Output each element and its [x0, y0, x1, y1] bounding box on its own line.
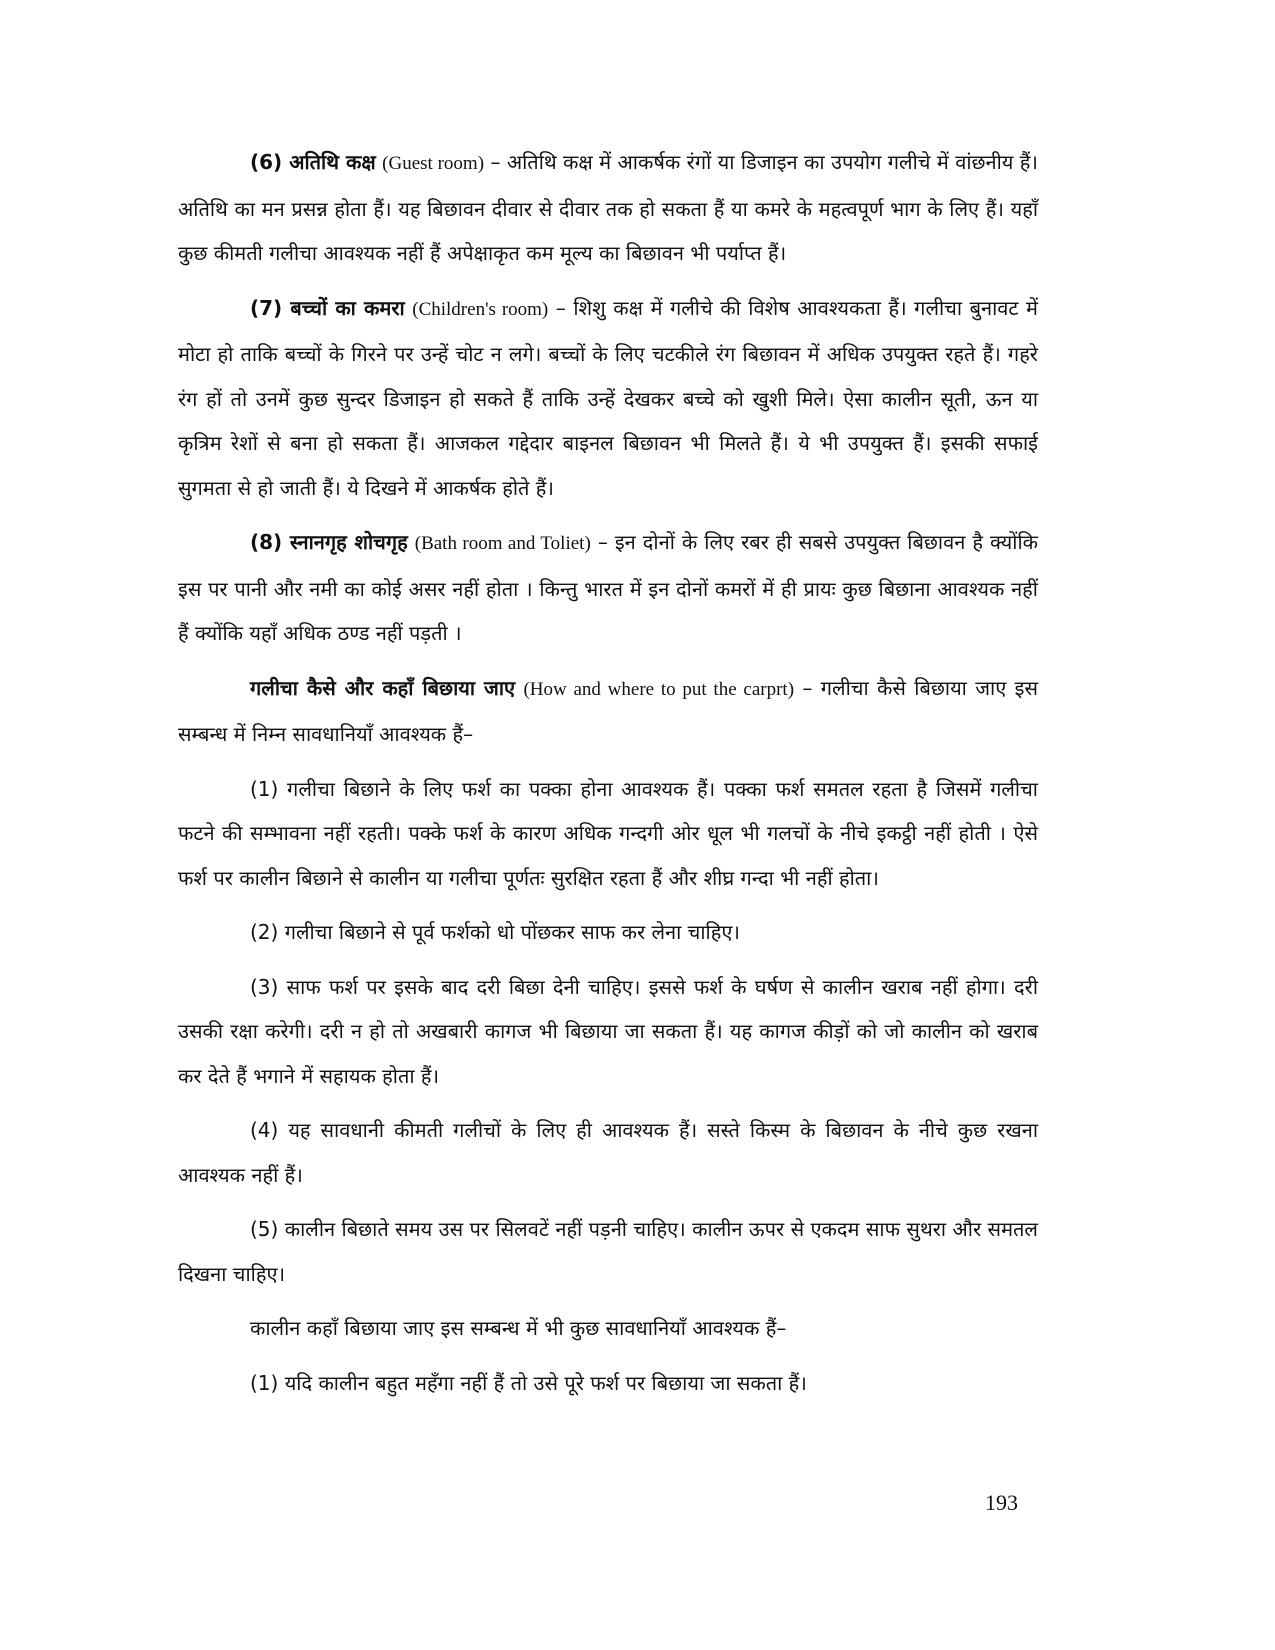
- paragraph-bathroom: [178, 520, 1038, 656]
- paragraph-text: (1) गलीचा बिछाने के लिए फर्श का पक्का होना आवश्यक हैं। पक्का फर्श समतल रहता है जिसमें गलीचा फटने की सम्भावना नहीं रहती। पक्के फर्श के कारण अधिक गन्दगी ओर धूल भी गलचों के नीचे इकट्ठी नहीं होती । ऐसे फर्श पर कालीन बिछाने से कालीन या गलीचा पूर्णतः सुरक्षित रहता हैं और शीघ्र गन्दा भी नहीं होता।: [178, 776, 1038, 890]
- paragraph-text: (3) साफ फर्श पर इसके बाद दरी बिछा देनी चाहिए। इससे फर्श के घर्षण से कालीन खराब नहीं होगा। दरी उसकी रक्षा करेगी। दरी न हो तो अखबारी कागज भी बिछाया जा सकता हैं। यह कागज कीड़ों को जो कालीन को खराब कर देते हैं भगाने में सहायक होता हैं।: [178, 974, 1038, 1088]
- paragraph-text: कालीन कहाँ बिछाया जाए इस सम्बन्ध में भी कुछ सावधानियाँ आवश्यक हैं–: [250, 1316, 787, 1340]
- heading-childrens-room: (7) बच्चों का कमरा: [250, 295, 405, 320]
- heading-bathroom: (8) स्नानगृह शोचगृह: [250, 530, 408, 554]
- list-item-where-point-1: [178, 1361, 1038, 1406]
- list-item-point-2: [178, 910, 1038, 955]
- document-body: [178, 140, 1038, 1415]
- paragraph-how-where: [178, 666, 1038, 757]
- heading-guest-room: (6) अतिथि कक्ष: [250, 150, 376, 174]
- list-item-point-3: [178, 965, 1038, 1099]
- paragraph-text: (2) गलीचा बिछाने से पूर्व फर्शको धो पोंछकर साफ कर लेना चाहिए।: [250, 920, 741, 944]
- paragraph-text: – गलीचा कैसे बिछाया जाए इस सम्बन्ध में निम्न सावधानियाँ आवश्यक हैं–: [178, 675, 1038, 746]
- list-item-point-5: [178, 1207, 1038, 1296]
- paragraph-text: (1) यदि कालीन बहुत महँगा नहीं हैं तो उसे पूरे फर्श पर बिछाया जा सकता हैं।: [250, 1370, 807, 1395]
- paragraph-text: (5) कालीन बिछाते समय उस पर सिलवटें नहीं पड़नी चाहिए। कालीन ऊपर से एकदम साफ सुथरा और समतल दिखना चाहिए।: [178, 1217, 1038, 1286]
- paragraph-where-intro: [178, 1306, 1038, 1351]
- english-term: (How and where to put the carprt): [523, 678, 795, 700]
- paragraph-text: (4) यह सावधानी कीमती गलीचों के लिए ही आवश्यक हैं। सस्ते किस्म के बिछावन के नीचे कुछ रखना आवश्यक नहीं हैं।: [178, 1118, 1038, 1187]
- english-term: (Bath room and Toliet): [414, 533, 591, 554]
- paragraph-text: – शिशु कक्ष में गलीचे की विशेष आवश्यकता हैं। गलीचा बुनावट में मोटा हो ताकि बच्चों के गिरने पर उन्हें चोट न लगे। बच्चों के लिए चटकीले रंग बिछावन में अधिक उपयुक्त रहते हैं। गहरे रंग हों तो उनमें कुछ सुन्दर डिजाइन हो सकते हैं ताकि उन्हें देखकर बच्चे को खुशी मिले। ऐसा कालीन सूती, ऊन या कृत्रिम रेशों से बना हो सकता हैं। आजकल गद्देदार बाइनल बिछावन भी मिलते हैं। ये भी उपयुक्त हैं। इसकी सफाई सुगमता से हो जाती हैं। ये दिखने में आकर्षक होते हैं।: [178, 295, 1038, 500]
- english-term: (Children's room): [412, 298, 549, 320]
- paragraph-text: – इन दोनों के लिए रबर ही सबसे उपयुक्त बिछावन है क्योंकि इस पर पानी और नमी का कोई असर नहीं होता । किन्तु भारत में इन दोनों कमरों में ही प्रायः कुछ बिछाना आवश्यक नहीं हैं क्योंकि यहाँ अधिक ठण्ड नहीं पड़ती ।: [178, 530, 1038, 645]
- list-item-point-4: [178, 1108, 1038, 1197]
- paragraph-guest-room: [178, 140, 1038, 276]
- page-number: 193: [985, 1490, 1018, 1515]
- heading-how-where: गलीचा कैसे और कहाँ बिछाया जाए: [250, 675, 516, 700]
- paragraph-childrens-room: [178, 286, 1038, 511]
- list-item-point-1: [178, 767, 1038, 901]
- english-term: (Guest room): [382, 153, 485, 174]
- paragraph-text: – अतिथि कक्ष में आकर्षक रंगों या डिजाइन का उपयोग गलीचे में वांछनीय हैं। अतिथि का मन प्रसन्न होता हैं। यह बिछावन दीवार से दीवार तक हो सकता हैं या कमरे के महत्वपूर्ण भाग के लिए हैं। यहाँ कुछ कीमती गलीचा आवश्यक नहीं हैं अपेक्षाकृत कम मूल्य का बिछावन भी पर्याप्त हैं।: [178, 150, 1039, 265]
